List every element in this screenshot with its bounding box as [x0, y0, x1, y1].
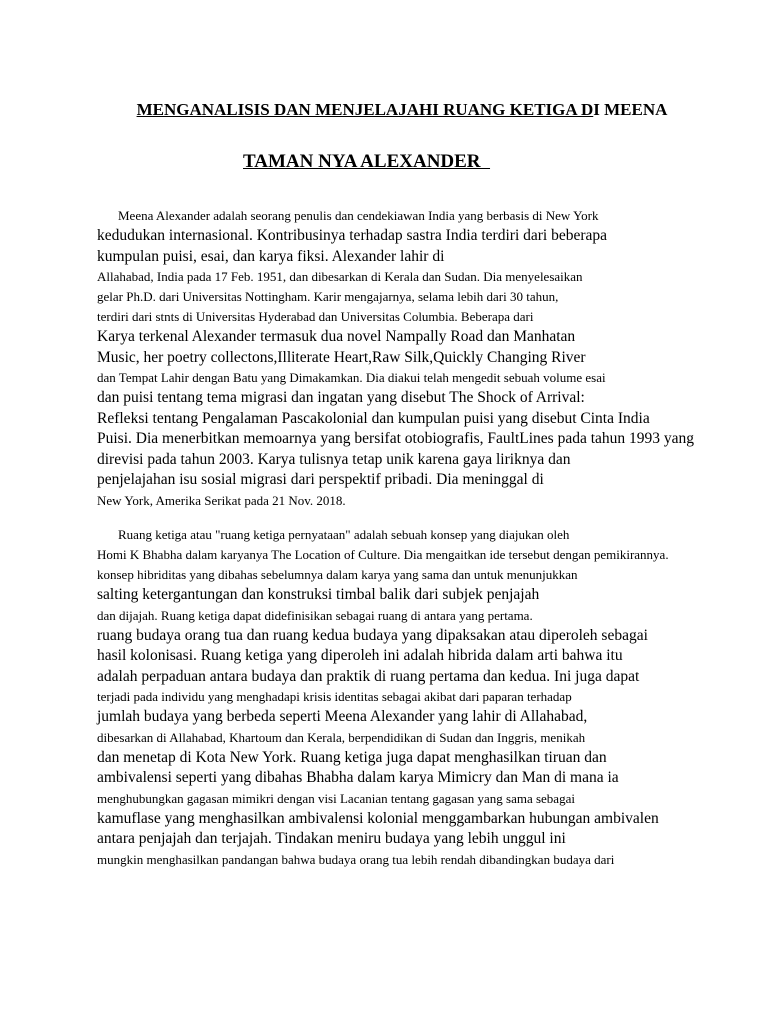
- paragraph-line: hasil kolonisasi. Ruang ketiga yang diperoleh ini adalah hibrida dalam arti bahwa itu: [97, 647, 623, 664]
- paragraph-line: direvisi pada tahun 2003. Karya tulisnya tetap unik karena gaya liriknya dan: [97, 450, 571, 468]
- paragraph-line: konsep hibriditas yang dibahas sebelumnya dalam karya yang sama dan untuk menunjukkan: [97, 567, 578, 582]
- paragraph-line: Music, her poetry collectons,Illiterate Heart,Raw Silk,Quickly Changing River: [97, 348, 586, 366]
- paragraph-line: kumpulan puisi, esai, dan karya fiksi. Alexander lahir di: [97, 247, 445, 265]
- paragraph-line: jumlah budaya yang berbeda seperti Meena Alexander yang lahir di Allahabad,: [97, 708, 588, 725]
- paragraph-line: Meena Alexander adalah seorang penulis dan cendekiawan India yang berbasis di New York: [118, 208, 599, 223]
- paragraph-line: Karya terkenal Alexander termasuk dua novel Nampally Road dan Manhatan: [97, 328, 576, 345]
- paragraph-line: dan menetap di Kota New York. Ruang ketiga juga dapat menghasilkan tiruan dan: [97, 748, 607, 766]
- paragraph-line: salting ketergantungan dan konstruksi timbal balik dari subjek penjajah: [97, 586, 540, 603]
- paragraph-1: [0, 206, 768, 511]
- paragraph-line: dan Tempat Lahir dengan Batu yang Dimakamkan. Dia diakui telah mengedit sebuah volume esai: [97, 370, 606, 385]
- paragraph-line: New York, Amerika Serikat pada 21 Nov. 2018.: [97, 492, 346, 508]
- paragraph-line: kedudukan internasional. Kontribusinya terhadap sastra India terdiri dari beberapa: [97, 227, 608, 244]
- paragraph-line: dan puisi tentang tema migrasi dan ingatan yang disebut The Shock of Arrival:: [97, 389, 585, 406]
- paragraph-line: mungkin menghasilkan pandangan bahwa budaya orang tua lebih rendah dibandingkan budaya dari: [97, 851, 615, 867]
- paragraph-2: [0, 525, 768, 870]
- paragraph-line: terdiri dari stnts di Universitas Hyderabad dan Universitas Columbia. Beberapa dari: [97, 309, 534, 324]
- paragraph-line: kamuflase yang menghasilkan ambivalensi kolonial menggambarkan hubungan ambivalen: [97, 809, 659, 827]
- paragraph-line: Ruang ketiga atau "ruang ketiga pernyataan" adalah sebuah konsep yang diajukan oleh: [118, 527, 570, 542]
- paragraph-line: menghubungkan gagasan mimikri dengan visi Lacanian tentang gagasan yang sama sebagai: [97, 790, 575, 806]
- paragraph-line: terjadi pada individu yang menghadapi krisis identitas sebagai akibat dari paparan terhadap: [97, 689, 572, 704]
- paragraph-line: antara penjajah dan terjajah. Tindakan meniru budaya yang lebih unggul ini: [97, 830, 566, 847]
- paragraph-line: ambivalensi seperti yang dibahas Bhabha dalam karya Mimicry dan Man di mana ia: [97, 769, 619, 786]
- paragraph-line: Homi K Bhabha dalam karyanya The Location of Culture. Dia mengaitkan ide tersebut dengan pemikirannya.: [97, 547, 669, 562]
- paragraph-line: penjelajahan isu sosial migrasi dari perspektif pribadi. Dia meninggal di: [97, 471, 544, 488]
- paragraph-line: Refleksi tentang Pengalaman Pascakolonial dan kumpulan puisi yang disebut Cinta India: [97, 409, 650, 427]
- paragraph-line: dibesarkan di Allahabad, Khartoum dan Kerala, berpendidikan di Sudan dan Inggris, menikah: [97, 729, 586, 745]
- paragraph-line: dan dijajah. Ruang ketiga dapat didefinisikan sebagai ruang di antara yang pertama.: [97, 607, 533, 623]
- title-rest-part: I MEENA: [593, 100, 668, 119]
- paragraph-line: Puisi. Dia menerbitkan memoarnya yang bersifat otobiografis, FaultLines pada tahun 1993 yang: [97, 430, 695, 447]
- paragraph-line: ruang budaya orang tua dan ruang kedua budaya yang dipaksakan atau diperoleh sebagai: [97, 626, 648, 644]
- document-subtitle: TAMAN NYA ALEXANDER: [243, 151, 491, 172]
- paragraph-line: Allahabad, India pada 17 Feb. 1951, dan dibesarkan di Kerala dan Sudan. Dia menyelesaikan: [97, 269, 583, 284]
- paragraph-line: adalah perpaduan antara budaya dan praktik di ruang pertama dan kedua. Ini juga dapat: [97, 667, 640, 685]
- title-underlined-part: MENGANALISIS DAN MENJELAJAHI RUANG KETIGA D: [136, 100, 594, 119]
- document-title: [0, 98, 768, 122]
- paragraph-line: gelar Ph.D. dari Universitas Nottingham. Karir mengajarnya, selama lebih dari 30 tahun,: [97, 289, 559, 304]
